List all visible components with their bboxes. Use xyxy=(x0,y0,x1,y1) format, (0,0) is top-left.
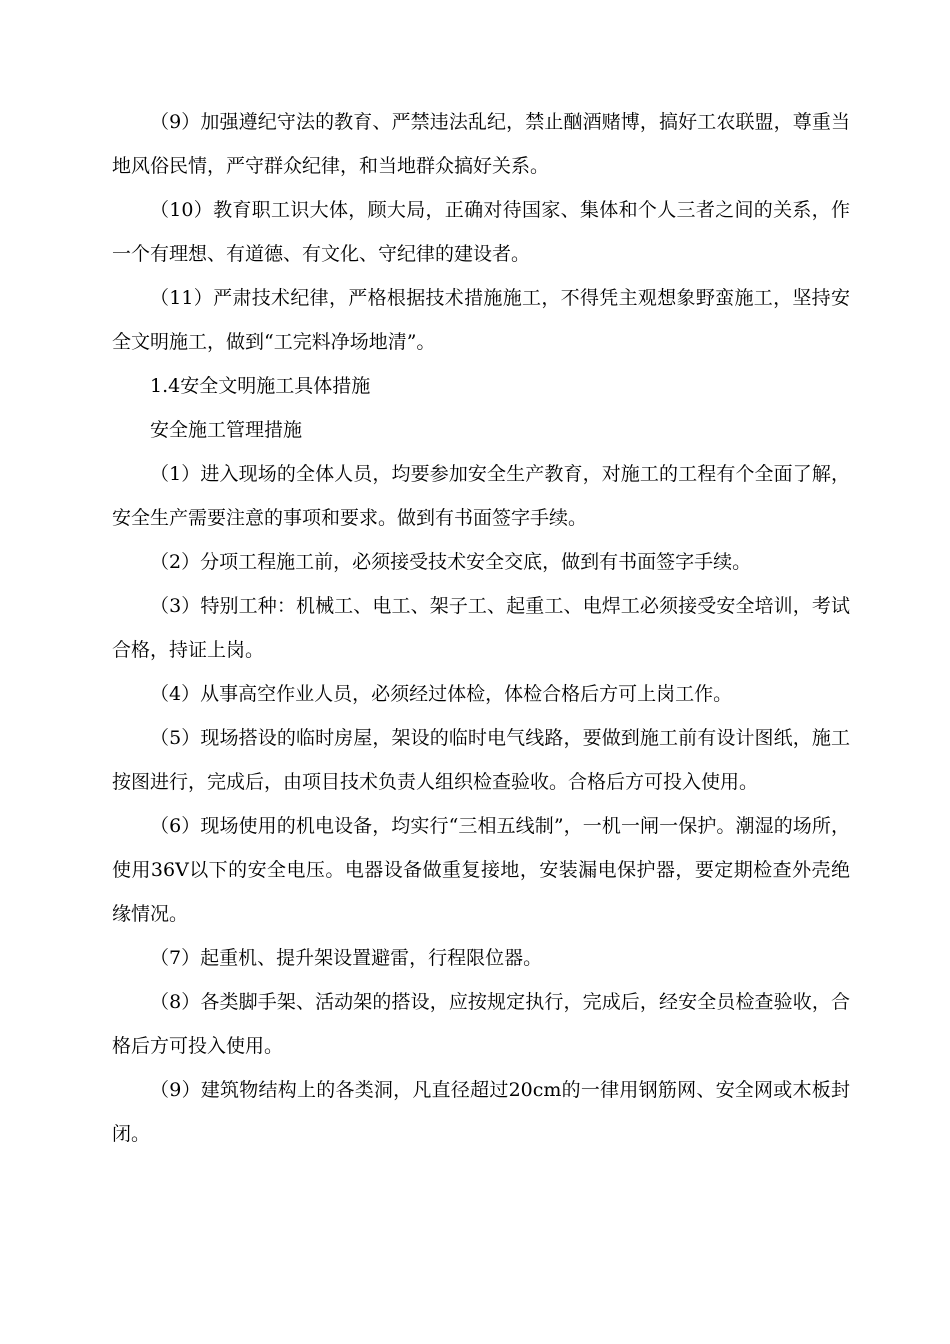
document-page xyxy=(112,100,850,1156)
measure-7-lifting-equipment: （7）起重机、提升架设置避雷，行程限位器。 xyxy=(150,947,543,969)
measure-3-special-trades: （3）特别工种：机械工、电工、架子工、起重工、电焊工必须接受安全培训，考试合格，持证上岗。 xyxy=(112,595,850,661)
measure-1-safety-education: （1）进入现场的全体人员，均要参加安全生产教育，对施工的工程有个全面了解，安全生产需要注意的事项和要求。做到有书面签字手续。 xyxy=(112,463,850,529)
measure-4-high-altitude: （4）从事高空作业人员，必须经过体检，体检合格后方可上岗工作。 xyxy=(150,683,733,705)
section-heading: 1.4安全文明施工具体措施 xyxy=(150,375,371,397)
paragraph-9-discipline: （9）加强遵纪守法的教育、严禁违法乱纪，禁止酗酒赌博，搞好工农联盟，尊重当地风俗民情，严守群众纪律，和当地群众搞好关系。 xyxy=(112,111,850,177)
measure-9-openings: （9）建筑物结构上的各类洞，凡直径超过20cm的一律用钢筋网、安全网或木板封闭。 xyxy=(112,1079,850,1145)
measure-2-technical-briefing: （2）分项工程施工前，必须接受技术安全交底，做到有书面签字手续。 xyxy=(150,551,752,573)
paragraph-10-education: （10）教育职工识大体，顾大局，正确对待国家、集体和个人三者之间的关系，作一个有理想、有道德、有文化、守纪律的建设者。 xyxy=(112,199,850,265)
paragraph-11-technical-discipline: （11）严肃技术纪律，严格根据技术措施施工，不得凭主观想象野蛮施工，坚持安全文明施工，做到“工完料净场地清”。 xyxy=(112,287,850,353)
measure-8-scaffolding: （8）各类脚手架、活动架的搭设，应按规定执行，完成后，经安全员检查验收，合格后方可投入使用。 xyxy=(112,991,850,1057)
measure-6-electrical-equipment: （6）现场使用的机电设备，均实行“三相五线制”，一机一闸一保护。潮湿的场所，使用36V以下的安全电压。电器设备做重复接地，安装漏电保护器，要定期检查外壳绝缘情况。 xyxy=(112,815,850,925)
measure-5-temporary-structures: （5）现场搭设的临时房屋，架设的临时电气线路，要做到施工前有设计图纸，施工按图进行，完成后，由项目技术负责人组织检查验收。合格后方可投入使用。 xyxy=(112,727,850,793)
subsection-heading: 安全施工管理措施 xyxy=(150,419,303,441)
